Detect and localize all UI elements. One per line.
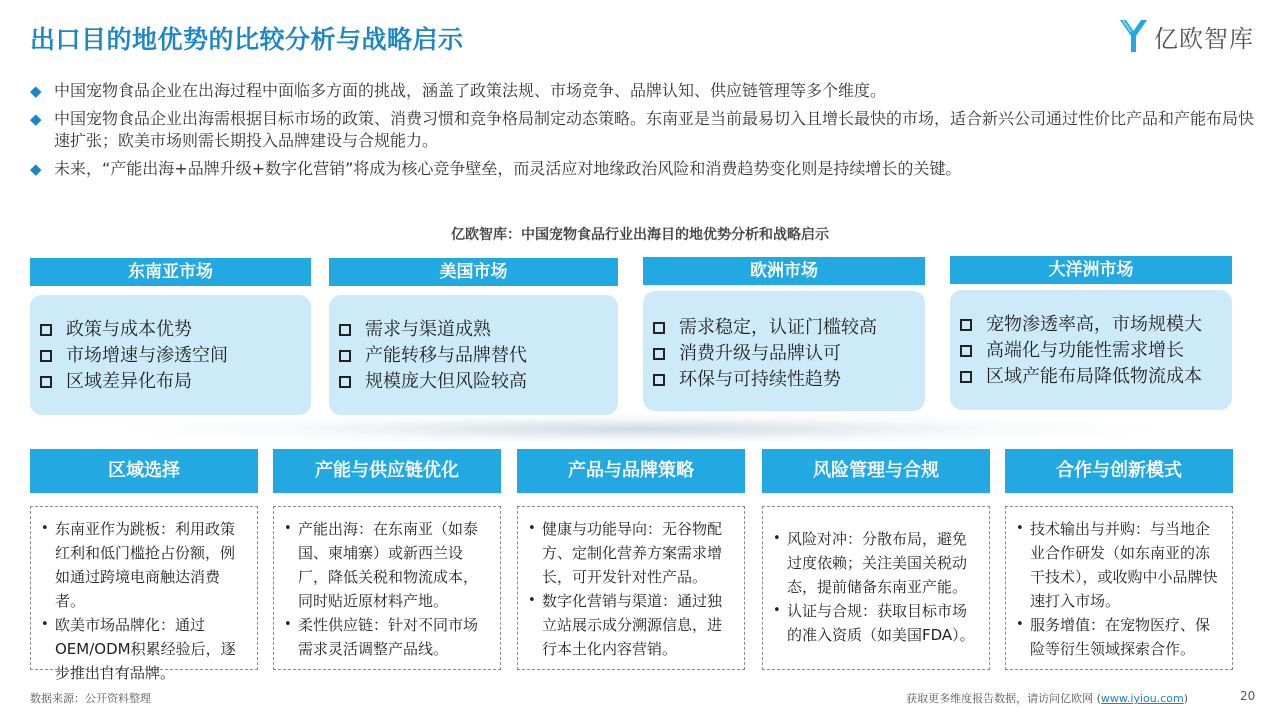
market-item-text: 环保与可持续性趋势: [679, 369, 841, 390]
strategy-item: [1016, 517, 1224, 613]
market-item-text: 产能转移与品牌替代: [365, 345, 527, 366]
footer-more-info: [906, 690, 1188, 706]
strategy-item-text: 产能出海：在东南亚（如泰国、柬埔寨）或新西兰设厂，降低关税和物流成本，同时贴近原材料产地。: [298, 520, 479, 610]
bullet-dot-icon: •: [284, 521, 292, 536]
diamond-icon: ◆: [30, 110, 42, 128]
market-card-europe: [643, 291, 925, 411]
strategy-card-risk: [762, 506, 990, 670]
strategy-item: [528, 517, 736, 589]
checkbox-square-icon: [960, 371, 972, 383]
bullet-dot-icon: •: [284, 617, 292, 632]
strategy-item-text: 风险对冲：分散布局，避免过度依赖；关注美国关税动态，提前储备东南亚产能。: [787, 530, 968, 596]
strategy-card-cooperation: [1005, 506, 1233, 670]
market-item: [653, 367, 925, 393]
bullet-dot-icon: •: [1016, 617, 1024, 632]
checkbox-square-icon: [960, 345, 972, 357]
page-title: 出口目的地优势的比较分析与战略启示: [30, 25, 464, 54]
strategy-item: [41, 613, 249, 685]
bullet-dot-icon: •: [41, 521, 49, 536]
strategy-card-region: [30, 506, 258, 682]
intro-bullet-text: 中国宠物食品企业出海需根据目标市场的政策、消费习惯和竞争格局制定动态策略。东南亚是当前最易切入且增长最快的市场，适合新兴公司通过性价比产品和产能布局快速扩张；欧美市场则需长期投入品牌建设与合规能力。: [54, 109, 1255, 150]
checkbox-square-icon: [40, 324, 52, 336]
market-item: [339, 343, 618, 369]
bullet-dot-icon: •: [528, 521, 536, 536]
market-item-text: 消费升级与品牌认可: [679, 343, 841, 364]
market-item-text: 区域差异化布局: [66, 371, 192, 392]
checkbox-square-icon: [653, 322, 665, 334]
market-header-usa: 美国市场: [329, 258, 618, 286]
checkbox-square-icon: [339, 324, 351, 336]
strategy-item: [284, 517, 492, 613]
market-item: [960, 364, 1232, 390]
divider-glow: [120, 412, 1160, 446]
page-number: 20: [1240, 689, 1256, 703]
bullet-dot-icon: •: [1016, 521, 1024, 536]
strategy-item: [41, 517, 249, 613]
strategy-item-text: 服务增值：在宠物医疗、保险等衍生领域探索合作。: [1030, 616, 1211, 658]
market-card-oceania: [950, 290, 1232, 410]
market-item: [960, 312, 1232, 338]
website-link[interactable]: www.iyiou.com: [1100, 692, 1184, 705]
market-item: [40, 317, 311, 343]
strategy-card-supply-chain: [273, 506, 501, 670]
market-header-europe: 欧洲市场: [643, 257, 925, 285]
bullet-dot-icon: •: [41, 617, 49, 632]
market-item: [653, 315, 925, 341]
logo-text: 亿欧智库: [1154, 24, 1254, 53]
market-card-southeast-asia: [30, 295, 311, 415]
diamond-icon: ◆: [30, 82, 42, 100]
strategy-item: [773, 527, 981, 599]
market-item-text: 区域产能布局降低物流成本: [986, 366, 1202, 387]
strategy-item: [284, 613, 492, 661]
checkbox-square-icon: [653, 348, 665, 360]
market-item-text: 规模庞大但风险较高: [365, 371, 527, 392]
footer-more-suffix: ): [1183, 692, 1188, 705]
strategy-item-text: 认证与合规：获取目标市场的准入资质（如美国FDA）。: [787, 602, 975, 644]
strategy-item: [1016, 613, 1224, 661]
market-item-text: 高端化与功能性需求增长: [986, 340, 1184, 361]
strategy-item-text: 数字化营销与渠道：通过独立站展示成分溯源信息，进行本土化内容营销。: [542, 592, 723, 658]
diamond-icon: ◆: [30, 160, 42, 178]
strategy-item: [773, 599, 981, 647]
market-header-oceania: 大洋洲市场: [950, 256, 1232, 284]
intro-bullets: [30, 80, 1255, 186]
market-item: [40, 369, 311, 395]
market-item: [960, 338, 1232, 364]
footer-more-text: 获取更多维度报告数据，请访问亿欧网 (: [906, 692, 1101, 705]
figure-subtitle: 亿欧智库：中国宠物食品行业出海目的地优势分析和战略启示: [451, 227, 829, 243]
strategy-header-region: 区域选择: [30, 449, 258, 493]
intro-bullet: [30, 108, 1255, 152]
logo-icon: [1118, 18, 1148, 54]
strategy-header-risk: 风险管理与合规: [762, 449, 990, 493]
strategy-header-supply-chain: 产能与供应链优化: [273, 449, 501, 493]
strategy-header-cooperation: 合作与创新模式: [1005, 449, 1233, 493]
intro-bullet-text: 中国宠物食品企业在出海过程中面临多方面的挑战，涵盖了政策法规、市场竞争、品牌认知、供应链管理等多个维度。: [54, 81, 887, 100]
intro-bullet-text: 未来，“产能出海+品牌升级+数字化营销”将成为核心竞争壁垒，而灵活应对地缘政治风险和消费趋势变化则是持续增长的关键。: [54, 159, 962, 178]
strategy-item-text: 健康与功能导向：无谷物配方、定制化营养方案需求增长，可开发针对性产品。: [542, 520, 723, 586]
strategy-item: [528, 589, 736, 661]
market-item-text: 宠物渗透率高，市场规模大: [986, 314, 1202, 335]
market-card-usa: [329, 295, 618, 415]
brand-logo: [1118, 18, 1254, 54]
market-item-text: 市场增速与渗透空间: [66, 345, 228, 366]
checkbox-square-icon: [339, 376, 351, 388]
market-item: [653, 341, 925, 367]
checkbox-square-icon: [40, 350, 52, 362]
bullet-dot-icon: •: [528, 593, 536, 608]
intro-bullet: [30, 80, 1255, 102]
checkbox-square-icon: [653, 374, 665, 386]
data-source: 数据来源：公开资料整理: [30, 692, 151, 705]
checkbox-square-icon: [960, 319, 972, 331]
strategy-item-text: 技术输出与并购：与当地企业合作研发（如东南亚的冻干技术），或收购中小品牌快速打入市场。: [1030, 520, 1218, 610]
strategy-item-text: 东南亚作为跳板：利用政策红利和低门槛抢占份额，例如通过跨境电商触达消费者。: [55, 520, 236, 610]
checkbox-square-icon: [339, 350, 351, 362]
strategy-item-text: 柔性供应链：针对不同市场需求灵活调整产品线。: [298, 616, 479, 658]
bullet-dot-icon: •: [773, 603, 781, 618]
strategy-header-brand: 产品与品牌策略: [517, 449, 745, 493]
market-item: [339, 317, 618, 343]
intro-bullet: [30, 158, 1255, 180]
market-header-southeast-asia: 东南亚市场: [30, 258, 311, 286]
market-item-text: 政策与成本优势: [66, 319, 192, 340]
checkbox-square-icon: [40, 376, 52, 388]
strategy-item-text: 欧美市场品牌化：通过OEM/ODM积累经验后，逐步推出自有品牌。: [55, 616, 236, 682]
market-item: [339, 369, 618, 395]
market-item: [40, 343, 311, 369]
strategy-card-brand: [517, 506, 745, 670]
bullet-dot-icon: •: [773, 531, 781, 546]
market-item-text: 需求稳定，认证门槛较高: [679, 317, 877, 338]
market-item-text: 需求与渠道成熟: [365, 319, 491, 340]
